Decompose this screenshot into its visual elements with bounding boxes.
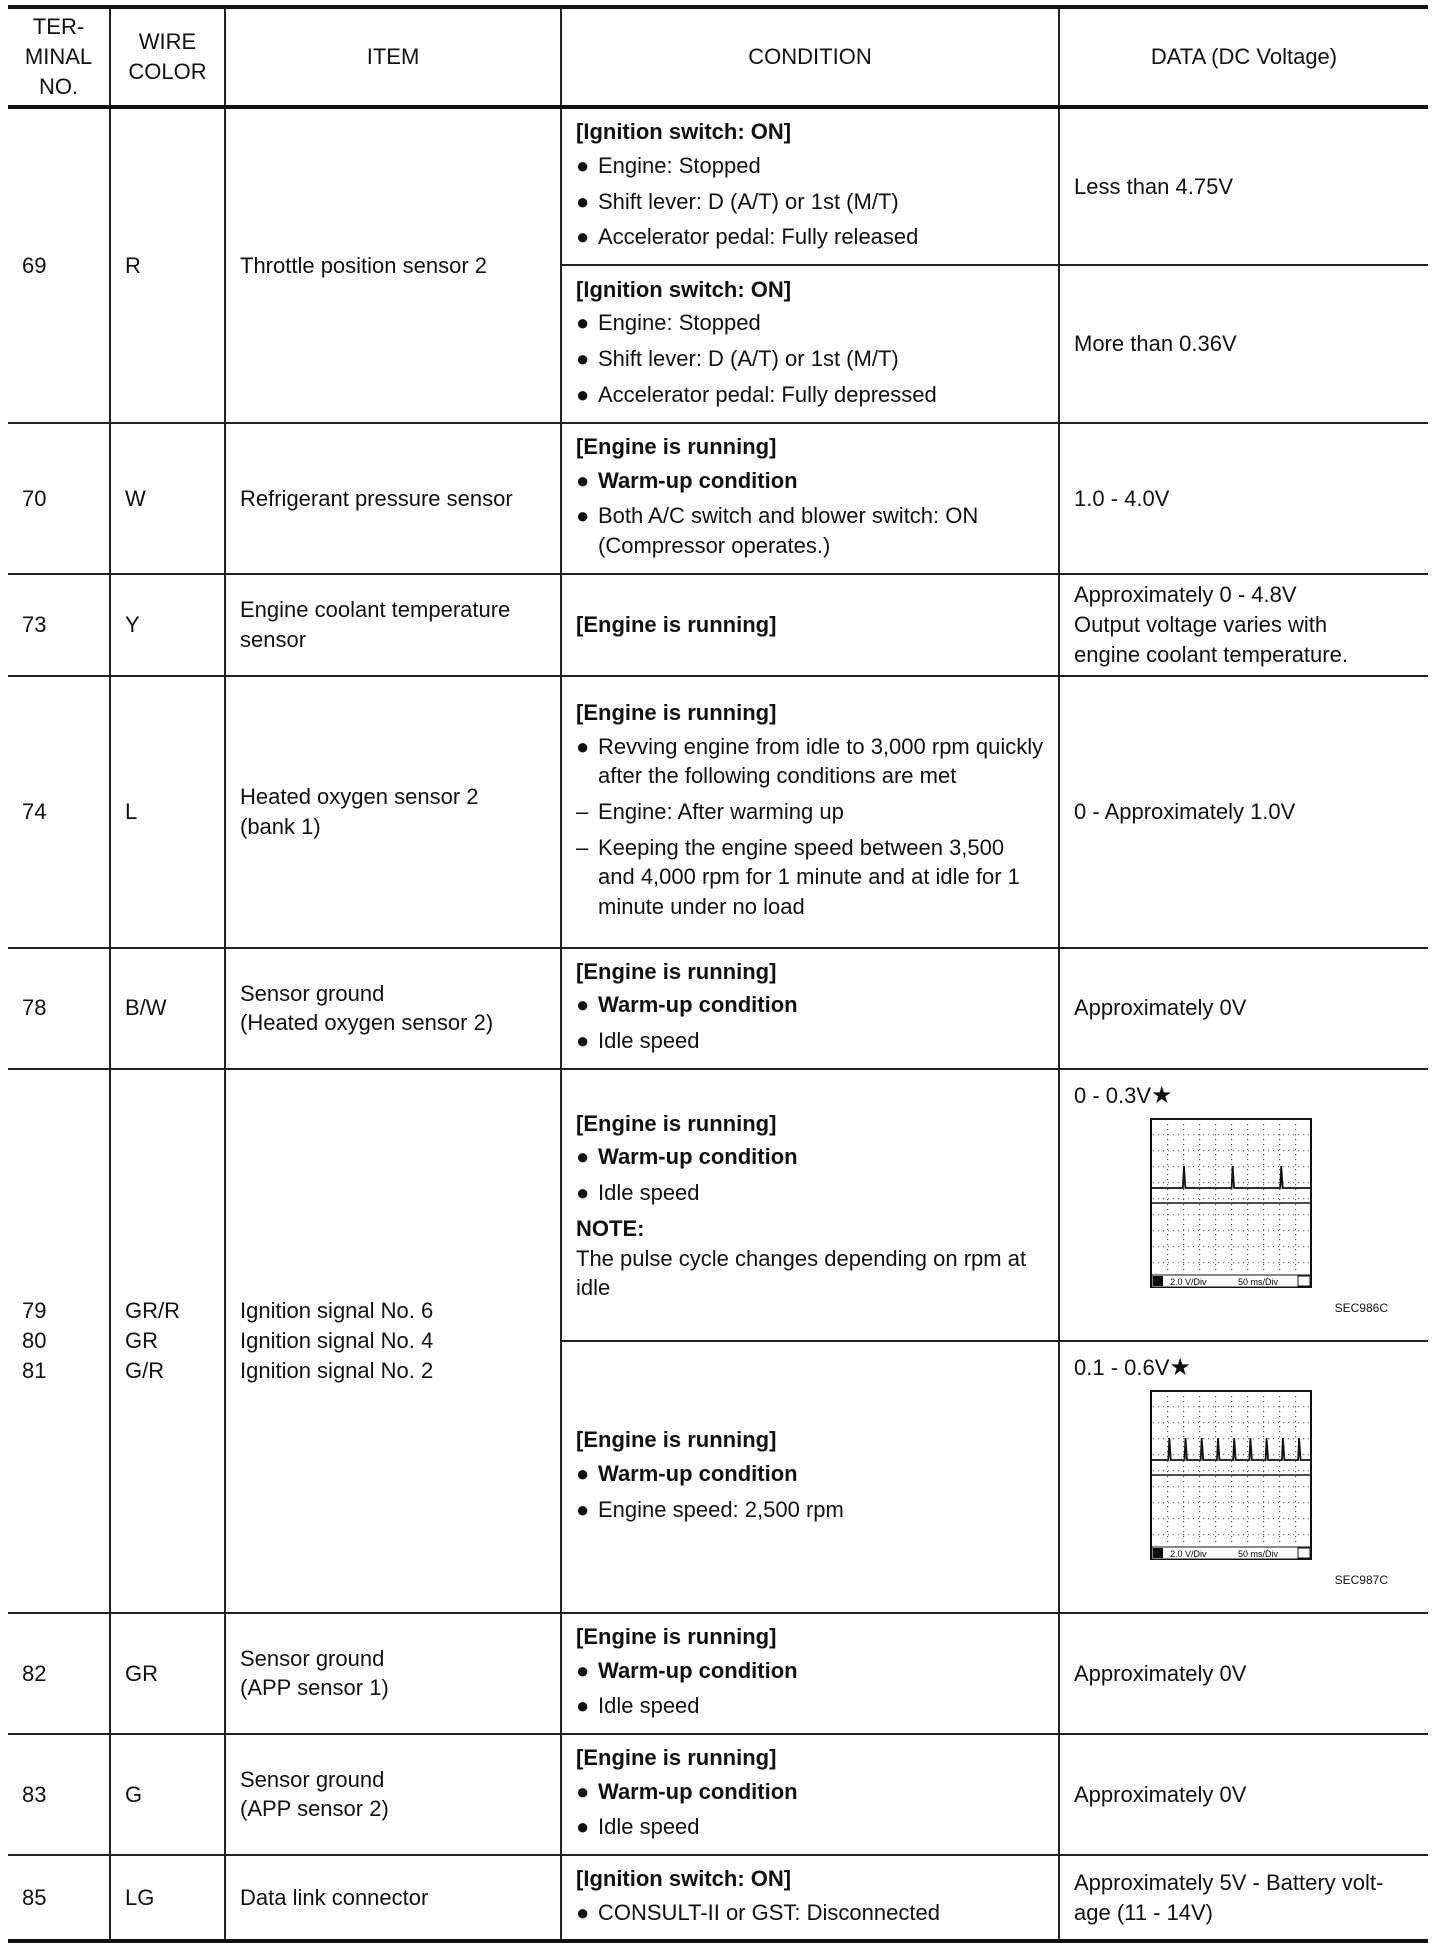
data-value: 1.0 - 4.0V [1059,423,1428,574]
condition-cell [561,1341,1059,1613]
bullet-icon: ● [576,1899,590,1925]
voltage-range: 0 - 0.3V★ [1074,1081,1173,1109]
wire-color: LG [110,1855,225,1941]
wire-color: GR/R GR G/R [110,1069,225,1613]
item-name: Ignition signal No. 6 Ignition signal No. 4 Ignition signal No. 2 [225,1069,561,1613]
condition-cell [561,676,1059,948]
table-row [8,676,1428,948]
bullet-icon: ● [576,1496,590,1522]
bullet-item: ● Engine: Stopped [576,151,1044,181]
condition-cell [561,1069,1059,1341]
item-name: Refrigerant pressure sensor [225,423,561,574]
note-heading: NOTE: [576,1215,645,1241]
terminal-number: 74 [8,676,110,948]
terminal-number: 79 80 81 [8,1069,110,1613]
condition-heading: [Ignition switch: ON] [576,1865,792,1891]
data-value: 0 - Approximately 1.0V [1059,676,1428,948]
figure-code: SEC987C [1334,1573,1388,1588]
scope-time-scale: 50 ms/Div [1238,1277,1279,1288]
bullet-icon: ● [576,503,590,529]
bullet-icon: ● [576,467,590,493]
condition-heading: [Engine is running] [576,699,777,725]
wire-color: R [110,107,225,423]
oscilloscope-waveform-idle [1150,1118,1316,1298]
terminal-number: 70 [8,423,110,574]
bullet-item: ● Both A/C switch and blower switch: ON (Compressor operates.) [576,503,979,559]
table-row [8,1613,1428,1734]
condition-heading: [Engine is running] [576,1744,777,1770]
condition-cell [561,265,1059,423]
bullet-item: ● Accelerator pedal: Fully depressed [576,380,1044,410]
table-row [8,1855,1428,1941]
ecm-terminal-table [8,5,1428,1943]
bullet-item: ● Shift lever: D (A/T) or 1st (M/T) [576,187,1044,217]
terminal-number: 78 [8,948,110,1069]
condition-heading: [Engine is running] [576,1623,777,1649]
wire-color: G [110,1734,225,1855]
data-value [1059,1069,1428,1341]
item-name: Sensor ground (APP sensor 1) [225,1613,561,1734]
bullet-item: ● Idle speed [576,1026,1044,1056]
data-value: Less than 4.75V [1059,107,1428,265]
bullet-icon: ● [576,1028,590,1054]
scope-voltage-scale: 2.0 V/Div [1170,1549,1207,1560]
bullet-icon: ● [576,1778,590,1804]
wire-color: B/W [110,948,225,1069]
condition-cell [561,1613,1059,1734]
data-value: Approximately 0 - 4.8V Output voltage varies with engine coolant temperature. [1059,574,1428,676]
bullet-item: ● Warm-up condition [576,1459,1044,1489]
condition-heading: [Ignition switch: ON] [576,119,792,145]
bullet-icon: ● [576,1144,590,1170]
wire-color: L [110,676,225,948]
header-data: DATA (DC Voltage) [1059,7,1428,107]
condition-cell [561,107,1059,265]
data-value: Approximately 0V [1059,1734,1428,1855]
scope-time-scale: 50 ms/Div [1238,1549,1279,1560]
oscilloscope-waveform-2500rpm [1150,1390,1316,1570]
data-value: Approximately 0V [1059,948,1428,1069]
data-value: Approximately 5V - Battery volt- age (11 - 14V) [1059,1855,1428,1941]
table-row [8,948,1428,1069]
wire-color: GR [110,1613,225,1734]
table-row [8,1734,1428,1855]
condition-heading: [Engine is running] [576,611,777,637]
item-name: Engine coolant temperature sensor [225,574,561,676]
scope-voltage-scale: 2.0 V/Div [1170,1277,1207,1288]
header-terminal: TER- MINAL NO. [8,7,110,107]
bullet-icon: ● [576,1814,590,1840]
terminal-number: 85 [8,1855,110,1941]
star-icon: ★ [1169,1353,1191,1381]
header-item: ITEM [225,7,561,107]
bullet-item: ● Engine: Stopped [576,308,1044,338]
condition-heading: [Engine is running] [576,434,777,459]
data-value: More than 0.36V [1059,265,1428,423]
figure-code: SEC986C [1334,1301,1388,1316]
condition-heading: [Engine is running] [576,1427,777,1453]
item-name: Throttle position sensor 2 [225,107,561,423]
bullet-item: ● Warm-up condition [576,1777,1044,1807]
bullet-icon: ● [576,1693,590,1719]
table-row [8,423,1428,574]
star-icon: ★ [1151,1081,1173,1109]
condition-heading: [Ignition switch: ON] [576,276,792,302]
header-wire-color: WIRE COLOR [110,7,225,107]
data-value: Approximately 0V [1059,1613,1428,1734]
dash-icon: – [576,798,589,824]
item-name: Sensor ground (APP sensor 2) [225,1734,561,1855]
item-name: Heated oxygen sensor 2 (bank 1) [225,676,561,948]
table-row [8,574,1428,676]
bullet-item: ● Idle speed [576,1812,1044,1842]
voltage-range: 0.1 - 0.6V★ [1074,1353,1191,1381]
bullet-item: ● Warm-up condition [576,1656,1044,1686]
wire-color: W [110,423,225,574]
bullet-item: ● Warm-up condition [576,466,1044,496]
dash-item: – Keeping the engine speed between 3,500 and 4,000 rpm for 1 minute and at idle for 1 minute under no load [576,834,1020,919]
dash-item: – Engine: After warming up [576,797,1044,827]
bullet-icon: ● [576,992,590,1018]
condition-cell [561,423,1059,574]
terminal-number: 82 [8,1613,110,1734]
item-name: Data link connector [225,1855,561,1941]
bullet-icon: ● [576,152,590,178]
condition-heading: [Engine is running] [576,1110,777,1136]
condition-cell [561,1734,1059,1855]
terminal-number: 73 [8,574,110,676]
bullet-icon: ● [576,1460,590,1486]
wire-color: Y [110,574,225,676]
bullet-item: ● Warm-up condition [576,1142,1044,1172]
condition-heading: [Engine is running] [576,958,777,984]
data-value [1059,1341,1428,1613]
condition-cell [561,948,1059,1069]
header-condition: CONDITION [561,7,1059,107]
bullet-icon: ● [576,310,590,336]
bullet-icon: ● [576,346,590,371]
terminal-number: 83 [8,1734,110,1855]
bullet-item: ● Warm-up condition [576,990,1044,1020]
note-text: The pulse cycle changes depending on rpm at idle [576,1245,1027,1301]
bullet-icon: ● [576,188,590,214]
table-header-row [8,7,1428,107]
bullet-icon: ● [576,224,590,250]
condition-cell [561,1855,1059,1941]
bullet-item: ● Shift lever: D (A/T) or 1st (M/T) [576,344,1044,374]
terminal-number: 69 [8,107,110,423]
bullet-icon: ● [576,733,590,759]
dash-icon: – [576,834,589,860]
bullet-item: ● Accelerator pedal: Fully released [576,222,1044,252]
bullet-item: ● Revving engine from idle to 3,000 rpm quickly after the following conditions are met [576,733,1044,789]
condition-cell [561,574,1059,676]
table-row [8,1069,1428,1341]
bullet-item: ● CONSULT-II or GST: Disconnected [576,1898,1044,1928]
bullet-icon: ● [576,381,590,407]
bullet-item: ● Engine speed: 2,500 rpm [576,1495,1044,1525]
table-row [8,107,1428,265]
bullet-item: ● Idle speed [576,1178,1044,1208]
bullet-icon: ● [576,1657,590,1683]
bullet-icon: ● [576,1180,590,1206]
item-name: Sensor ground (Heated oxygen sensor 2) [225,948,561,1069]
bullet-item: ● Idle speed [576,1691,1044,1721]
